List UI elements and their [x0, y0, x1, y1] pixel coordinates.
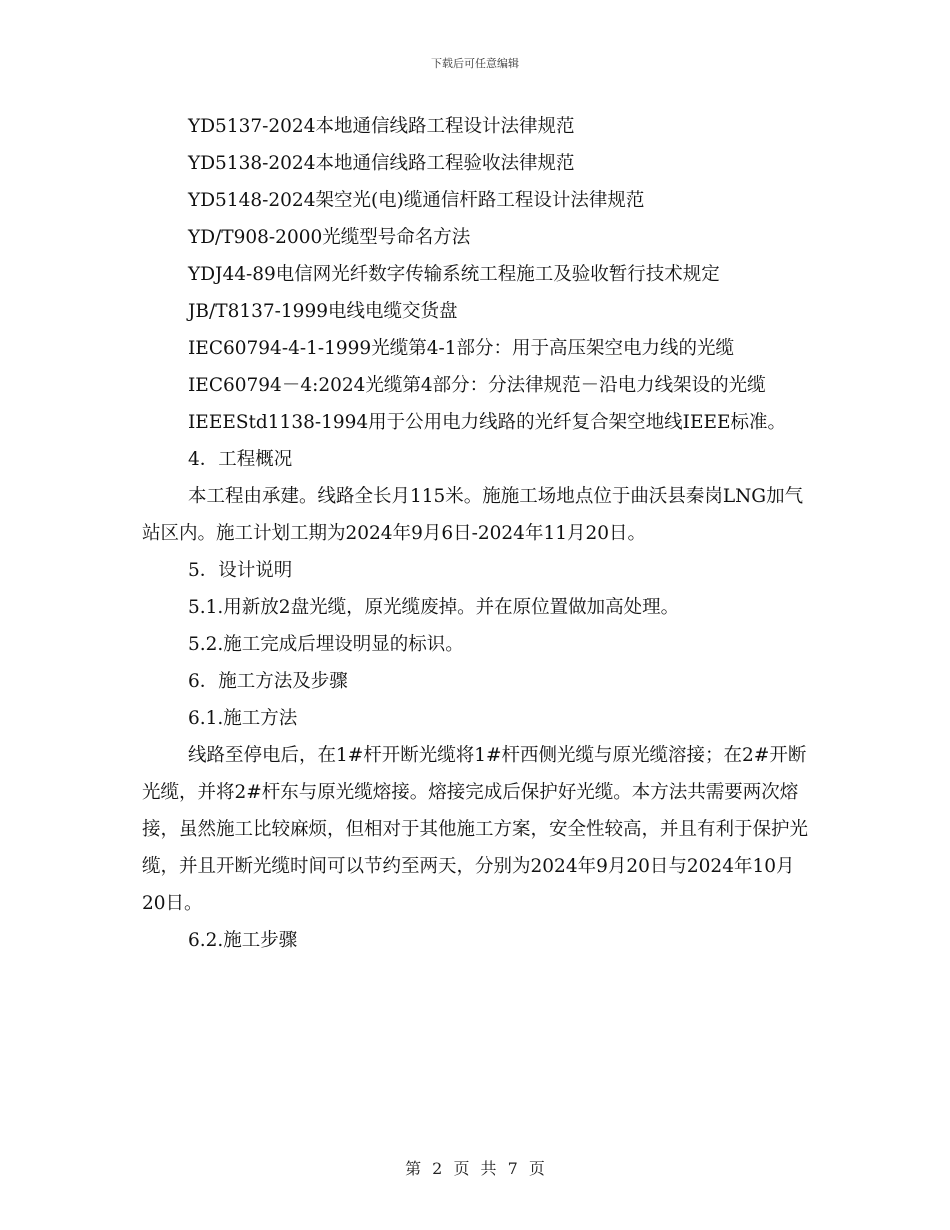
standard-item: YD5148-2024架空光(电)缆通信杆路工程设计法律规范: [188, 190, 645, 211]
body-paragraph: 5.1.用新放2盘光缆，原光缆废掉。并在原位置做加高处理。: [188, 597, 680, 618]
standard-item: YD5137-2024本地通信线路工程设计法律规范: [188, 116, 575, 137]
section-heading: 5．设计说明: [188, 560, 293, 581]
standard-item: YD/T908-2000光缆型号命名方法: [188, 227, 471, 248]
subsection-heading: 6.2.施工步骤: [188, 930, 298, 951]
standard-item: IEC60794－4:2024光缆第4部分：分法律规范－沿电力线架设的光缆: [188, 375, 766, 396]
section-heading: 4．工程概况: [188, 449, 293, 470]
standard-item: YDJ44-89电信网光纤数字传输系统工程施工及验收暂行技术规定: [188, 264, 720, 285]
standard-item: JB/T8137-1999电线电缆交货盘: [188, 301, 458, 322]
standard-item: IEEEStd1138-1994用于公用电力线路的光纤复合架空地线IEEE标准。: [188, 412, 787, 433]
document-body: [142, 108, 810, 959]
subsection-heading: 6.1.施工方法: [188, 708, 298, 729]
section-heading: 6．施工方法及步骤: [188, 671, 348, 692]
page-header: 下载后可任意编辑: [431, 57, 519, 70]
body-paragraph: 本工程由承建。线路全长月115米。施施工场地点位于曲沃县秦岗LNG加气站区内。施工计划工期为2024年9月6日-2024年11月20日。: [142, 486, 804, 544]
standard-item: YD5138-2024本地通信线路工程验收法律规范: [188, 153, 575, 174]
body-paragraph: 5.2.施工完成后埋设明显的标识。: [188, 634, 464, 655]
page-footer: 第 2 页 共 7 页: [405, 1159, 545, 1178]
body-paragraph: 线路至停电后，在1#杆开断光缆将1#杆西侧光缆与原光缆溶接；在2#开断光缆，并将2#杆东与原光缆熔接。熔接完成后保护好光缆。本方法共需要两次熔接，虽然施工比较麻烦，但相对于其他施工方案，安全性较高，并且有利于保护光缆，并且开断光缆时间可以节约至两天，分别为2024年9月20日与2024年10月20日。: [142, 745, 809, 914]
standard-item: IEC60794-4-1-1999光缆第4-1部分：用于高压架空电力线的光缆: [188, 338, 734, 359]
